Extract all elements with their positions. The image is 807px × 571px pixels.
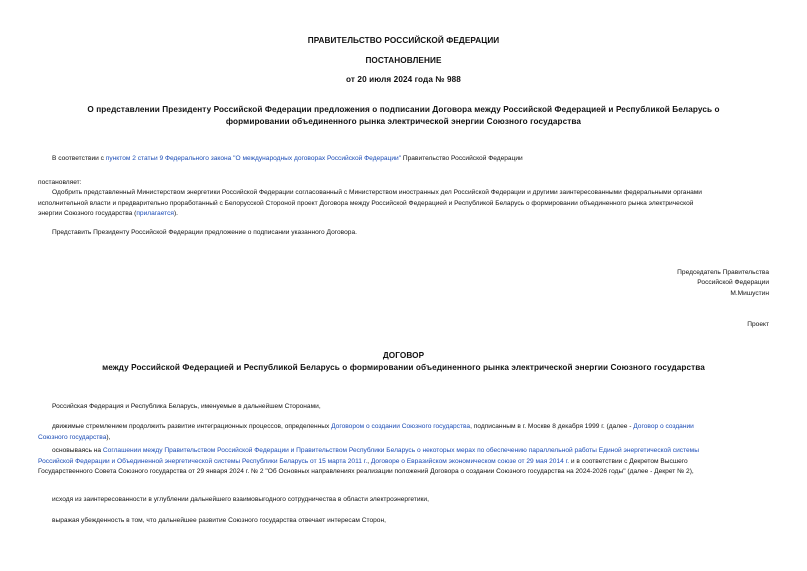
resolves-label: постановляет: — [38, 179, 82, 186]
approve-line: исполнительной власти и предварительно проработанный с Белорусской Стороной проект Договора между Российской Федерацией и Республикой Беларусь о формировании объединенного рынка электрической — [38, 199, 694, 207]
signature-block — [677, 268, 769, 299]
treaty-subtitle: между Российской Федерацией и Республикой Беларусь о формировании объединенного рынка электрической энергии Союзного государства — [102, 363, 705, 372]
treaty-paragraph: Российская Федерация и Республика Беларусь, именуемые в дальнейшем Сторонами, — [52, 403, 321, 410]
document-title — [0, 104, 807, 127]
signature-organization: Российской Федерации — [697, 279, 769, 287]
approve-line: Одобрить представленный Министерством энергетики Российской Федерации согласованный с Министерством иностранных дел Российской Федерации и другими заинтересованными федеральными органами — [52, 189, 702, 196]
signature-name: М.Мишустин — [730, 289, 769, 297]
intro-paragraph — [52, 154, 772, 165]
document-date-number: от 20 июля 2024 года № 988 — [346, 75, 461, 84]
energy-agreement-link[interactable]: Российской Федерации и Объединенной энергетической системы Республики Беларусь от 15 марта 2011 г. — [38, 457, 368, 465]
approve-text: энергии Союзного государства ( — [38, 210, 137, 217]
intro-text: В соответствии с — [52, 155, 106, 162]
attachment-link[interactable]: прилагается — [136, 210, 174, 217]
law-article-link[interactable]: пунктом 2 статьи 9 Федерального закона "О международных договорах Российской Федерации" — [105, 155, 402, 162]
treaty-paragraph-line — [38, 433, 773, 444]
treaty-paragraph-line: Государственного Совета Союзного государства от 29 января 2024 г. № 2 "Об Основных направлениях реализации положений Договора о создании Союзного государства на 2024-2026 годы" (далее - Декрет № 2), — [38, 468, 694, 475]
union-state-treaty-link[interactable]: Договор о создании — [633, 423, 694, 430]
treaty-text: основываясь на — [52, 447, 103, 454]
document-title-line: формировании объединенного рынка электрической энергии Союзного государства — [225, 116, 582, 126]
treaty-paragraph: выражая убежденность в том, что дальнейшее развитие Союзного государства отвечает интересам Сторон, — [52, 517, 386, 524]
treaty-paragraph-line — [38, 446, 773, 457]
treaty-text: , — [367, 457, 371, 465]
treaty-text: , подписанным в г. Москве 8 декабря 1999 г. (далее - — [470, 423, 634, 430]
treaty-title: ДОГОВОР — [382, 351, 425, 360]
government-heading: ПРАВИТЕЛЬСТВО РОССИЙСКОЙ ФЕДЕРАЦИИ — [307, 36, 500, 45]
union-state-treaty-link[interactable]: Союзного государства — [38, 433, 107, 441]
union-state-treaty-link[interactable]: Договором о создании Союзного государства — [331, 423, 471, 430]
treaty-text: ), — [106, 433, 111, 441]
eaeu-treaty-link[interactable]: Договоре о Евразийском экономическом союзе от 29 мая 2014 г. — [370, 457, 570, 465]
treaty-text: и в соответствии с Декретом Высшего — [569, 457, 688, 465]
project-label: Проект — [747, 321, 769, 328]
treaty-paragraph — [38, 422, 773, 443]
signature-position: Председатель Правительства — [677, 269, 769, 276]
treaty-text: движимые стремлением продолжить развитие интеграционных процессов, определенных — [52, 423, 332, 430]
treaty-paragraph-line — [38, 457, 773, 468]
treaty-paragraph-line — [38, 422, 773, 433]
present-paragraph: Представить Президенту Российской Федерации предложение о подписании указанного Договора. — [52, 229, 357, 236]
intro-text: Правительство Российской Федерации — [401, 155, 523, 162]
energy-agreement-link[interactable]: Соглашении между Правительством Российской Федерации и Правительством Республики Беларусь о некоторых мерах по обеспечению параллельной работы Единой энергетической системы — [102, 447, 699, 454]
treaty-paragraph — [38, 446, 773, 478]
document-type: ПОСТАНОВЛЕНИЕ — [365, 56, 442, 65]
document-title-line: О представлении Президенту Российской Федерации предложения о подписании Договора между Российской Федерацией и Республикой Беларусь о — [87, 105, 720, 114]
approve-paragraph — [38, 188, 773, 220]
treaty-paragraph: исходя из заинтересованности в углублении дальнейшего взаимовыгодного сотрудничества в области электроэнергетики, — [52, 496, 429, 503]
approve-line — [38, 209, 773, 220]
approve-text: ). — [173, 210, 178, 217]
